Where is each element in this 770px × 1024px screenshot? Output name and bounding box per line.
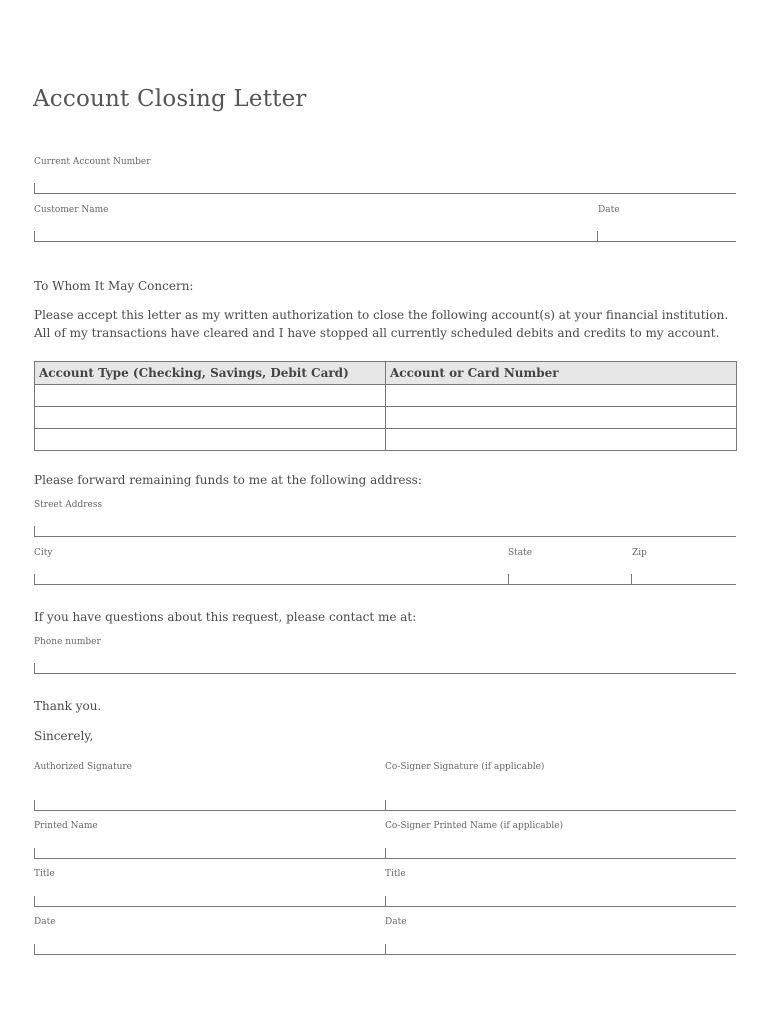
signature-date-label: Date bbox=[34, 917, 56, 927]
date-label: Date bbox=[598, 205, 620, 215]
letter-body: Please accept this letter as my written authorization to close the following account(s) at your financial institution. All of my transactions have cleared and I have stopped all currently scheduled debits and credits to my account. bbox=[34, 308, 729, 340]
street-address-label: Street Address bbox=[34, 500, 103, 510]
signature-date-field[interactable] bbox=[34, 944, 386, 955]
zip-label: Zip bbox=[632, 548, 647, 558]
account-number-header: Account or Card Number bbox=[386, 362, 737, 385]
cosigner-signature-label: Co-Signer Signature (if applicable) bbox=[385, 762, 545, 772]
cosigner-title-label: Title bbox=[385, 869, 406, 879]
table-row bbox=[35, 407, 737, 429]
city-field[interactable] bbox=[34, 574, 509, 585]
state-field[interactable] bbox=[508, 574, 632, 585]
page-title: Account Closing Letter bbox=[33, 86, 307, 112]
title-label: Title bbox=[34, 869, 55, 879]
city-label: City bbox=[34, 548, 53, 558]
thank-you-text: Thank you. bbox=[34, 699, 102, 713]
forward-funds-text: Please forward remaining funds to me at the following address: bbox=[34, 473, 422, 487]
contact-text: If you have questions about this request, please contact me at: bbox=[34, 610, 417, 624]
cosigner-title-field[interactable] bbox=[385, 896, 736, 907]
account-number-cell[interactable] bbox=[386, 385, 737, 407]
accounts-table bbox=[34, 361, 737, 451]
current-account-number-field[interactable] bbox=[34, 183, 736, 194]
sincerely-text: Sincerely, bbox=[34, 729, 94, 743]
authorized-signature-field[interactable] bbox=[34, 800, 386, 811]
account-type-header: Account Type (Checking, Savings, Debit Card) bbox=[35, 362, 386, 385]
printed-name-label: Printed Name bbox=[34, 821, 98, 831]
customer-name-label: Customer Name bbox=[34, 205, 109, 215]
table-row bbox=[35, 385, 737, 407]
state-label: State bbox=[508, 548, 533, 558]
customer-name-field[interactable] bbox=[34, 231, 598, 242]
account-type-cell[interactable] bbox=[35, 407, 386, 429]
cosigner-signature-field[interactable] bbox=[385, 800, 736, 811]
cosigner-printed-name-field[interactable] bbox=[385, 848, 736, 859]
printed-name-field[interactable] bbox=[34, 848, 386, 859]
account-number-cell[interactable] bbox=[386, 407, 737, 429]
current-account-number-label: Current Account Number bbox=[34, 157, 151, 167]
street-address-field[interactable] bbox=[34, 526, 736, 537]
table-row bbox=[35, 429, 737, 451]
cosigner-date-field[interactable] bbox=[385, 944, 736, 955]
cosigner-printed-name-label: Co-Signer Printed Name (if applicable) bbox=[385, 821, 564, 831]
authorized-signature-label: Authorized Signature bbox=[34, 762, 133, 772]
title-field[interactable] bbox=[34, 896, 386, 907]
salutation: To Whom It May Concern: bbox=[34, 279, 194, 293]
date-field[interactable] bbox=[597, 231, 736, 242]
phone-number-label: Phone number bbox=[34, 637, 101, 647]
zip-field[interactable] bbox=[631, 574, 736, 585]
cosigner-date-label: Date bbox=[385, 917, 407, 927]
account-type-cell[interactable] bbox=[35, 385, 386, 407]
phone-number-field[interactable] bbox=[34, 663, 736, 674]
accounts-table-header bbox=[35, 362, 737, 385]
account-type-cell[interactable] bbox=[35, 429, 386, 451]
account-number-cell[interactable] bbox=[386, 429, 737, 451]
